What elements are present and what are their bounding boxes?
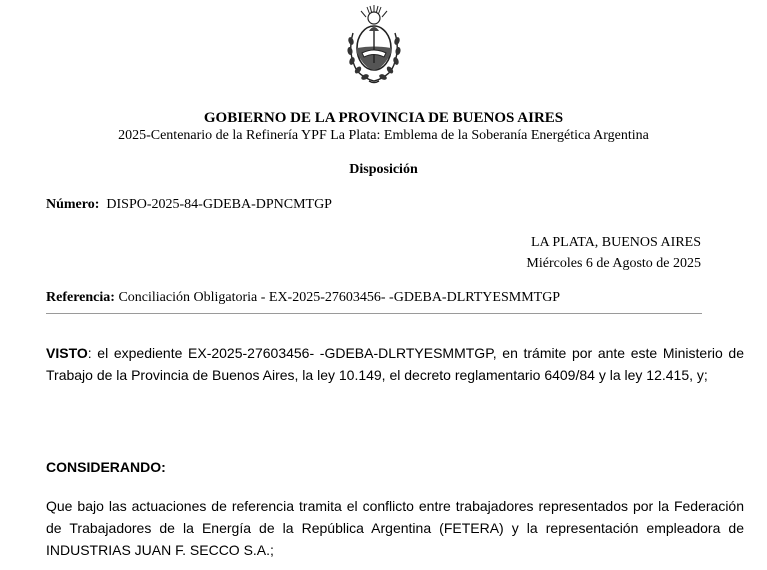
government-subtitle: 2025-Centenario de la Refinería YPF La Plata: Emblema de la Soberanía Energética Argentina xyxy=(118,128,649,143)
considerando-heading: CONSIDERANDO: xyxy=(46,459,166,475)
numero-value: DISPO-2025-84-GDEBA-DPNCMTGP xyxy=(106,197,332,212)
date-line: Miércoles 6 de Agosto de 2025 xyxy=(526,256,701,271)
considerando-paragraph: Que bajo las actuaciones de referencia tramita el conflicto entre trabajadores representados por la Federación de Trabajadores de la Energía de la República Argentina (FETERA) y la representación empleadora de INDUSTRIAS JUAN F. SECCO S.A.; xyxy=(46,498,744,558)
numero-label: Número: xyxy=(46,197,100,212)
header-divider xyxy=(46,313,702,314)
referencia-value: Conciliación Obligatoria - EX-2025-27603456- -GDEBA-DLRTYESMMTGP xyxy=(118,290,561,305)
reference xyxy=(46,290,560,306)
place-line: LA PLATA, BUENOS AIRES xyxy=(530,235,701,250)
government-title: GOBIERNO DE LA PROVINCIA DE BUENOS AIRES xyxy=(203,110,564,126)
document-number xyxy=(46,197,332,213)
visto-paragraph xyxy=(46,342,744,386)
argentine-coat-of-arms-icon xyxy=(343,3,405,85)
referencia-label: Referencia: xyxy=(46,290,115,305)
visto-label: VISTO xyxy=(46,345,88,361)
visto-text: : el expediente EX-2025-27603456- -GDEBA-DLRTYESMMTGP, en trámite por ante este Ministerio de Trabajo de la Provincia de Buenos Aires, la ley 10.149, el decreto reglamentario 6409/84 y la ley 12.415, y; xyxy=(46,345,744,383)
document-type: Disposición xyxy=(349,162,418,177)
